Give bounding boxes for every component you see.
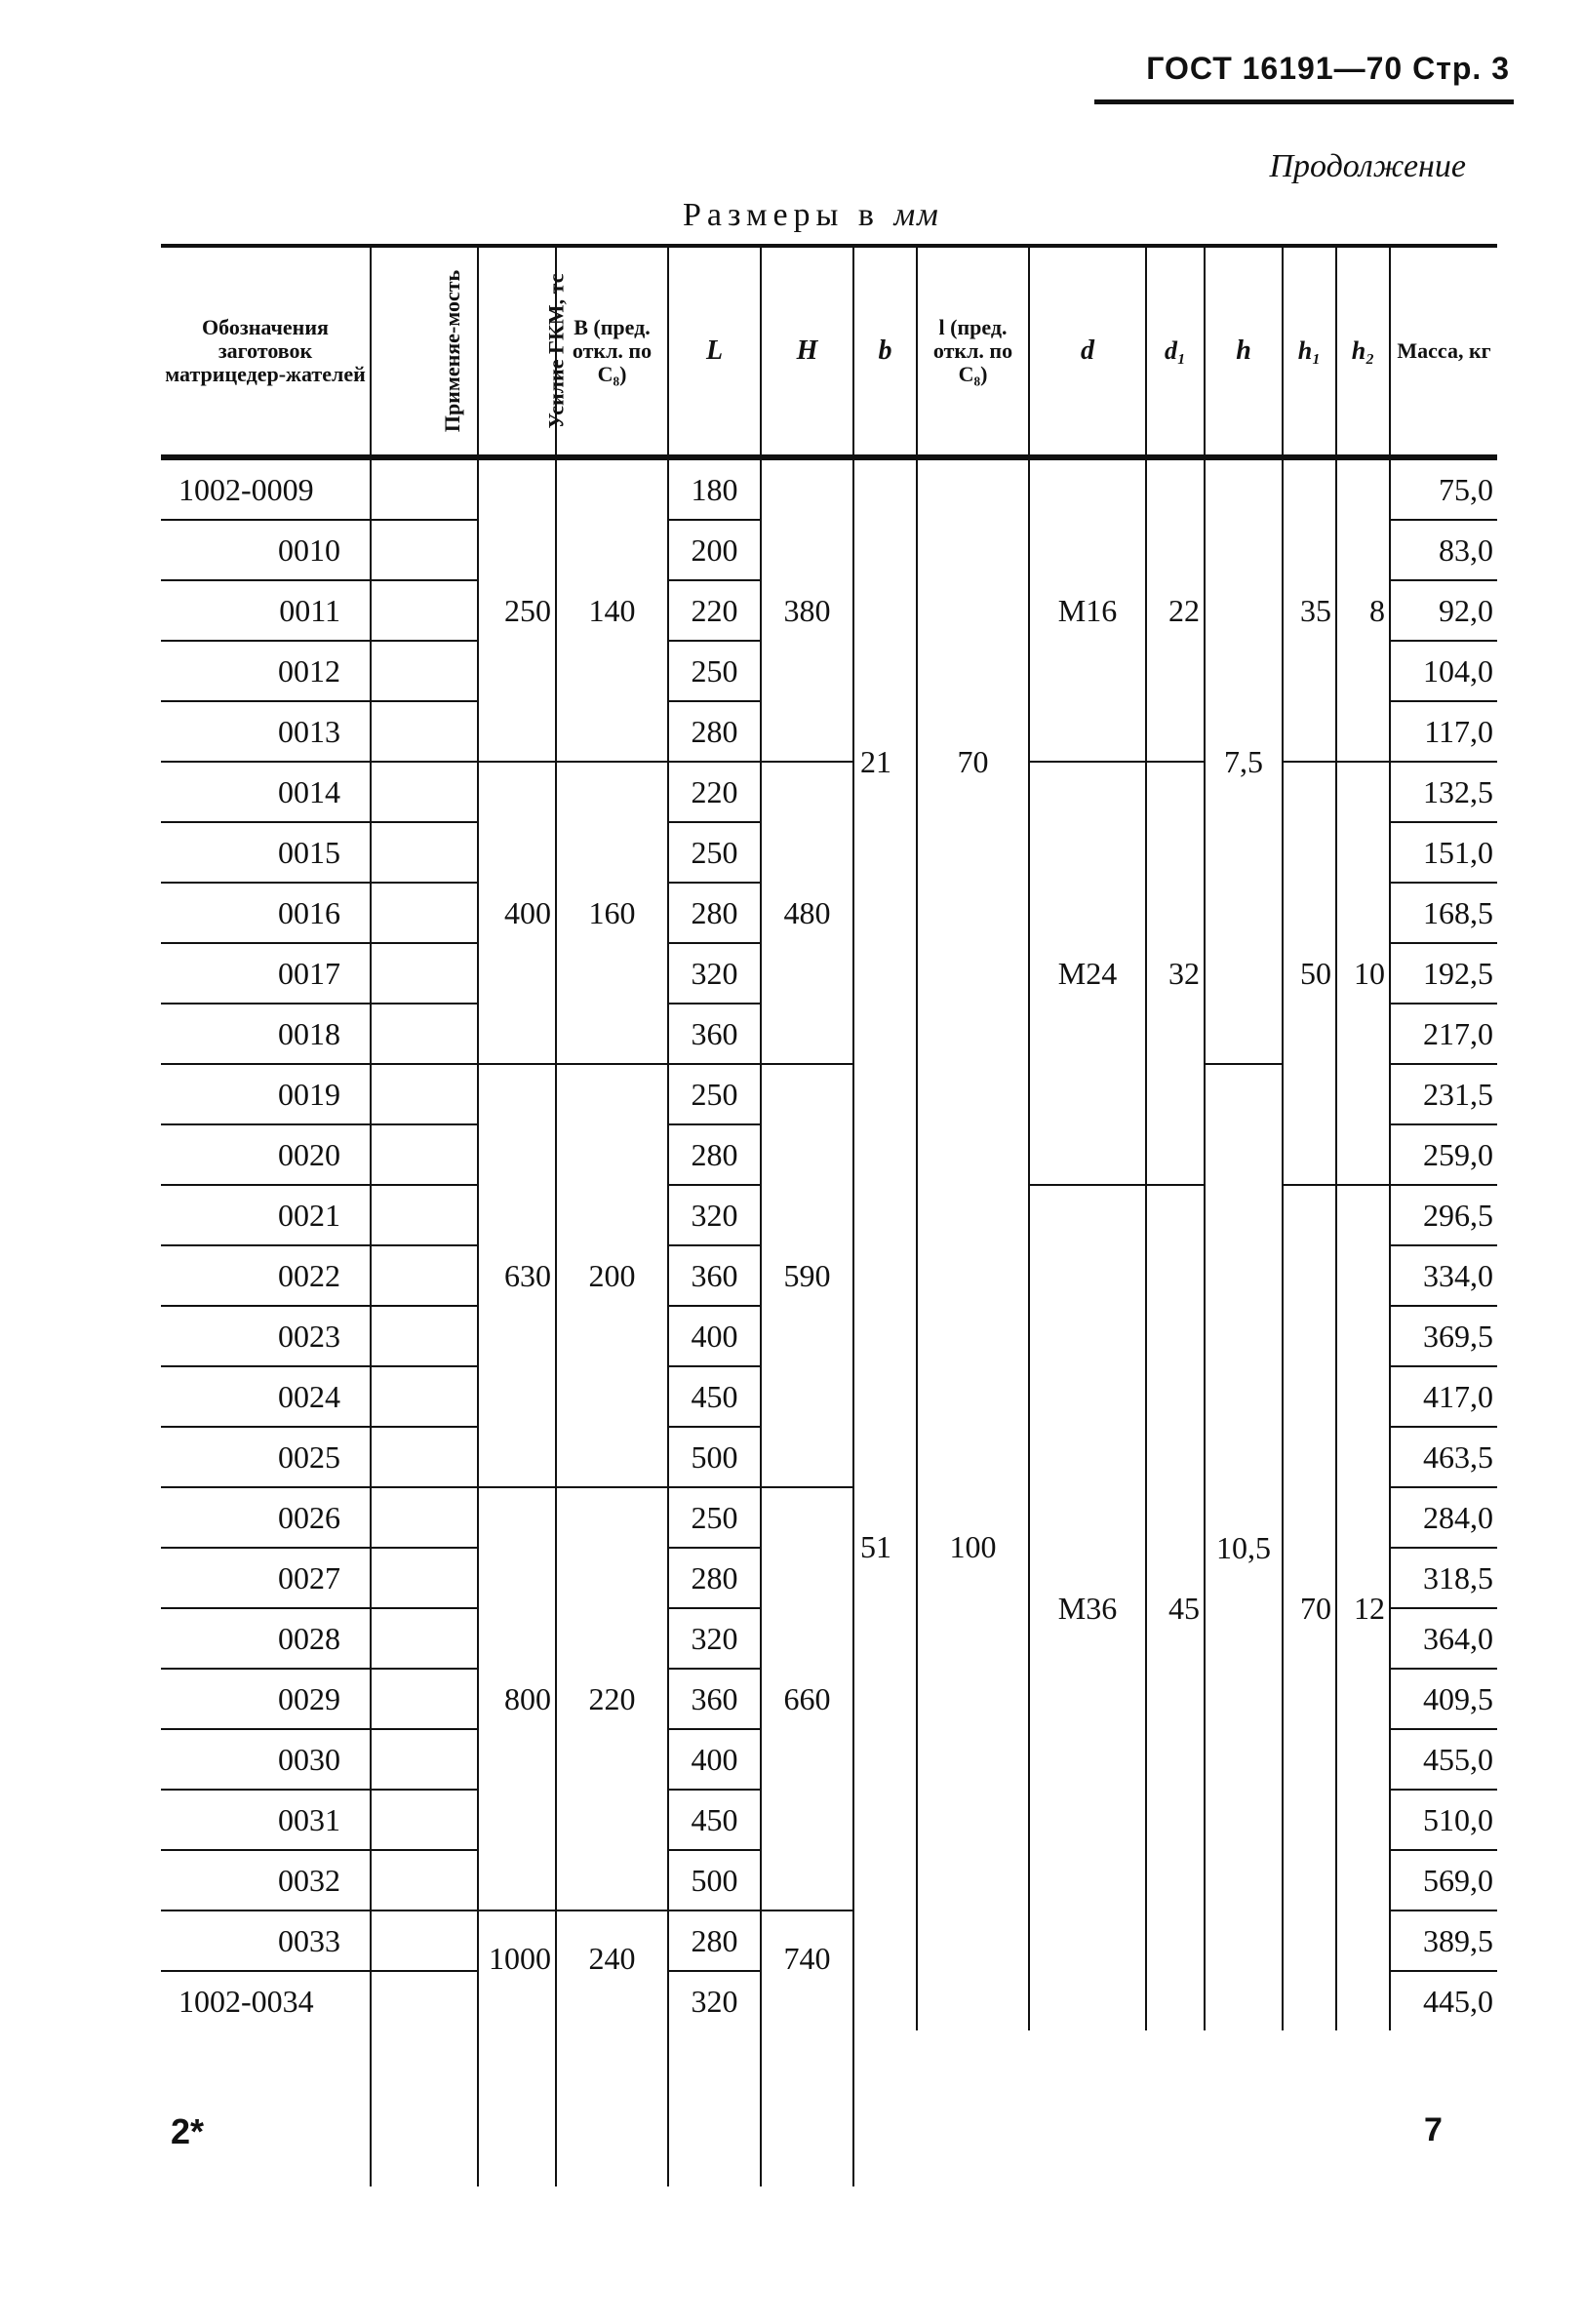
mass-cell: 364,0 (1390, 1608, 1497, 1669)
col-force (478, 246, 569, 457)
row-application (371, 1306, 478, 1366)
force-cell: 400 (478, 762, 556, 1064)
trailing-blank (161, 2030, 371, 2186)
H-cell: 660 (761, 1487, 853, 1910)
L-cell: 360 (668, 1004, 761, 1064)
col-L: L (668, 246, 761, 457)
L-cell: 220 (668, 580, 761, 641)
L-cell: 400 (668, 1306, 761, 1366)
row-application (371, 1971, 478, 2030)
mass-cell: 168,5 (1390, 883, 1497, 943)
B-cell: 200 (556, 1064, 668, 1487)
col-application-label: Применяе-мость (440, 269, 465, 433)
row-designation: 0025 (161, 1427, 371, 1487)
mass-cell: 417,0 (1390, 1366, 1497, 1427)
L-cell: 200 (668, 520, 761, 580)
mass-cell: 259,0 (1390, 1124, 1497, 1185)
row-designation: 1002-0034 (178, 1983, 314, 2019)
L-cell: 250 (668, 1487, 761, 1548)
row-application (371, 641, 478, 701)
row-application (371, 1669, 478, 1729)
mass-cell: 217,0 (1390, 1004, 1497, 1064)
L-cell: 250 (668, 822, 761, 883)
force-cell: 250 (478, 457, 556, 762)
row-designation: 0032 (161, 1850, 371, 1910)
L-cell: 450 (668, 1366, 761, 1427)
row-application (371, 520, 478, 580)
mass-cell: 463,5 (1390, 1427, 1497, 1487)
row-designation: 0015 (161, 822, 371, 883)
row-designation: 0011 (161, 580, 371, 641)
row-designation: 0026 (161, 1487, 371, 1548)
L-cell: 500 (668, 1427, 761, 1487)
dimensions-text: Размеры в (683, 197, 880, 233)
row-designation: 0030 (161, 1729, 371, 1790)
mass-cell: 318,5 (1390, 1548, 1497, 1608)
L-cell: 280 (668, 1910, 761, 1971)
row-application (371, 1548, 478, 1608)
row-designation: 0010 (161, 520, 371, 580)
row-designation: 0023 (161, 1306, 371, 1366)
trailing-blank (668, 2030, 761, 2186)
row-designation: 0024 (161, 1366, 371, 1427)
row-designation: 0021 (161, 1185, 371, 1245)
d1-cell: 32 (1146, 762, 1205, 1185)
mass-cell: 151,0 (1390, 822, 1497, 883)
row-application (371, 1427, 478, 1487)
mass-cell: 132,5 (1390, 762, 1497, 822)
row-application (371, 701, 478, 762)
row-application (371, 1608, 478, 1669)
row-designation: 0013 (161, 701, 371, 762)
mass-cell: 389,5 (1390, 1910, 1497, 1971)
page-number: 7 (1424, 2111, 1443, 2148)
L-cell: 280 (668, 883, 761, 943)
mass-cell: 231,5 (1390, 1064, 1497, 1124)
row-application (371, 1004, 478, 1064)
row-designation: 0022 (161, 1245, 371, 1306)
col-mass: Масса, кг (1390, 246, 1497, 457)
col-force-label: Усилие ГКМ, тс (543, 273, 569, 429)
row-designation: 0016 (161, 883, 371, 943)
L-cell: 500 (668, 1850, 761, 1910)
row-application (371, 943, 478, 1004)
col-h1: h₁ (1283, 246, 1336, 457)
d-cell: M24 (1029, 762, 1146, 1185)
mass-cell: 104,0 (1390, 641, 1497, 701)
L-cell: 360 (668, 1669, 761, 1729)
mass-cell: 192,5 (1390, 943, 1497, 1004)
dimensions-table (161, 244, 1497, 2186)
row-designation: 0029 (161, 1669, 371, 1729)
mass-cell: 369,5 (1390, 1306, 1497, 1366)
L-cell: 320 (668, 1971, 761, 2030)
mass-cell: 445,0 (1390, 1971, 1497, 2030)
row-designation: 0031 (161, 1790, 371, 1850)
row-designation: 0019 (161, 1064, 371, 1124)
d1-cell: 45 (1146, 1185, 1205, 2030)
d1-cell: 22 (1146, 457, 1205, 762)
page-header: ГОСТ 16191—70 Стр. 3 (1146, 51, 1510, 86)
L-cell: 320 (668, 1608, 761, 1669)
h1-cell: 35 (1283, 457, 1336, 762)
B-cell: 140 (556, 457, 668, 762)
mass-cell: 83,0 (1390, 520, 1497, 580)
mass-cell: 455,0 (1390, 1729, 1497, 1790)
l-cell: 100 (917, 1064, 1029, 2030)
row-application (371, 1185, 478, 1245)
h-cell: 10,5 (1205, 1064, 1283, 2030)
L-cell: 320 (668, 943, 761, 1004)
L-cell: 280 (668, 1124, 761, 1185)
mass-cell: 510,0 (1390, 1790, 1497, 1850)
col-b: b (853, 246, 917, 457)
row-application (371, 1366, 478, 1427)
footer-left: 2* (171, 2111, 205, 2151)
H-cell: 380 (761, 457, 853, 762)
force-cell: 630 (478, 1064, 556, 1487)
mass-cell: 409,5 (1390, 1669, 1497, 1729)
L-cell: 320 (668, 1185, 761, 1245)
H-cell: 590 (761, 1064, 853, 1487)
mass-cell: 284,0 (1390, 1487, 1497, 1548)
h-cell: 7,5 (1205, 457, 1283, 1064)
h1-cell: 50 (1283, 762, 1336, 1185)
col-h: h (1205, 246, 1283, 457)
h2-cell: 12 (1336, 1185, 1390, 2030)
col-h2: h₂ (1336, 246, 1390, 457)
L-cell: 250 (668, 1064, 761, 1124)
mass-cell: 117,0 (1390, 701, 1497, 762)
mass-cell: 569,0 (1390, 1850, 1497, 1910)
B-cell: 240 (556, 1910, 668, 2186)
H-cell: 740 (761, 1910, 853, 2186)
col-l: l (пред. откл. по C₈) (917, 246, 1029, 457)
L-cell: 450 (668, 1790, 761, 1850)
continuation-label: Продолжение (1269, 148, 1466, 184)
d-cell: M36 (1029, 1185, 1146, 2030)
row-application (371, 1910, 478, 1971)
header-rule (1094, 99, 1514, 104)
dimensions-caption (683, 197, 940, 234)
H-cell: 480 (761, 762, 853, 1064)
l-cell: 70 (917, 457, 1029, 1064)
row-application (371, 1850, 478, 1910)
mass-cell: 296,5 (1390, 1185, 1497, 1245)
mass-cell: 75,0 (1390, 457, 1497, 520)
row-application (371, 580, 478, 641)
L-cell: 280 (668, 1548, 761, 1608)
row-application (371, 822, 478, 883)
L-cell: 360 (668, 1245, 761, 1306)
row-application (371, 1064, 478, 1124)
col-application (371, 246, 478, 457)
force-cell: 800 (478, 1487, 556, 1910)
h2-cell: 8 (1336, 457, 1390, 762)
B-cell: 160 (556, 762, 668, 1064)
b-cell: 21 (853, 457, 917, 1064)
force-cell: 1000 (478, 1910, 556, 2186)
row-application (371, 1729, 478, 1790)
row-application (371, 457, 478, 520)
row-application (371, 1790, 478, 1850)
col-H: H (761, 246, 853, 457)
row-designation: 0020 (161, 1124, 371, 1185)
trailing-blank (853, 2030, 917, 2186)
dimensions-unit: мм (893, 197, 940, 233)
row-application (371, 1245, 478, 1306)
B-cell: 220 (556, 1487, 668, 1910)
row-designation: 0012 (161, 641, 371, 701)
col-designation: Обозначения заготовок матрицедер-жателей (161, 246, 371, 457)
mass-cell: 334,0 (1390, 1245, 1497, 1306)
row-designation: 0033 (161, 1910, 371, 1971)
col-d: d (1029, 246, 1146, 457)
row-application (371, 1487, 478, 1548)
d-cell: M16 (1029, 457, 1146, 762)
row-designation: 0018 (161, 1004, 371, 1064)
row-designation: 0027 (161, 1548, 371, 1608)
L-cell: 250 (668, 641, 761, 701)
L-cell: 180 (668, 457, 761, 520)
L-cell: 220 (668, 762, 761, 822)
col-d1: d₁ (1146, 246, 1205, 457)
L-cell: 280 (668, 701, 761, 762)
row-application (371, 883, 478, 943)
mass-cell: 92,0 (1390, 580, 1497, 641)
h1-cell: 70 (1283, 1185, 1336, 2030)
row-designation: 0028 (161, 1608, 371, 1669)
row-designation: 1002-0009 (161, 457, 371, 520)
trailing-blank (371, 2030, 478, 2186)
row-application (371, 762, 478, 822)
row-designation: 0014 (161, 762, 371, 822)
row-designation: 0017 (161, 943, 371, 1004)
row-application (371, 1124, 478, 1185)
L-cell: 400 (668, 1729, 761, 1790)
b-cell: 51 (853, 1064, 917, 2030)
col-B: B (пред. откл. по C₈) (556, 246, 668, 457)
h2-cell: 10 (1336, 762, 1390, 1185)
